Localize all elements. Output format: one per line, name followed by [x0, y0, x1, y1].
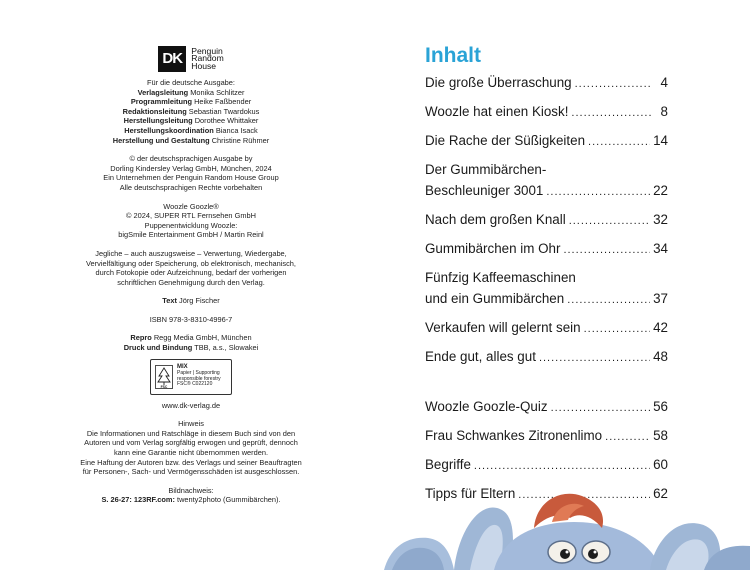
- note-line: Die Informationen und Ratschläge in diesem Buch sind von den: [86, 428, 296, 438]
- toc-entry[interactable]: Die große Überraschung ..... 4: [425, 72, 668, 95]
- table-of-contents: [425, 72, 668, 506]
- credit-line: Herstellungsleitung Dorothee Whittaker: [123, 116, 259, 126]
- copyright-line: Dorling Kindersley Verlag GmbH, München, 2024: [110, 163, 272, 173]
- woozle-line: bigSmile Entertainment GmbH / Martin Reinl: [118, 230, 264, 240]
- publisher-logos: [46, 46, 336, 72]
- toc-entry[interactable]: Ende gut, alles gut ..... 48: [425, 346, 668, 369]
- note-line: kann eine Garantie nicht übernommen werden.: [113, 448, 269, 458]
- imprint-intro: Für die deutsche Ausgabe:: [147, 78, 235, 87]
- toc-entry[interactable]: Verkaufen will gelernt sein ..... 42: [425, 317, 668, 340]
- toc-extra-entry[interactable]: Frau Schwankes Zitronenlimo ..... 58: [425, 425, 668, 448]
- woozle-line: Puppenentwicklung Woozle:: [144, 220, 238, 230]
- svg-text:FSC: FSC: [160, 384, 168, 389]
- dk-logo: DK: [158, 46, 186, 72]
- photo-credit-title: Bildnachweis:: [168, 485, 214, 495]
- credit-line: Herstellungskoordination Bianca Isack: [124, 125, 258, 135]
- photo-credit: S. 26-27: 123RF.com: twenty2photo (Gummibärchen).: [101, 495, 281, 505]
- credit-line: Herstellung und Gestaltung Christine Rühmer: [112, 135, 270, 145]
- imprint-block: [46, 46, 336, 505]
- toc-entry[interactable]: Der Gummibärchen- Beschleuniger 3001 ..... 22: [425, 159, 668, 203]
- note-line: für Personen-, Sach- und Vermögensschäden ist ausgeschlossen.: [82, 467, 300, 477]
- fsc-label: FSC MIX Papier | Supporting responsible forestry FSC® C022120: [150, 359, 232, 395]
- copyright-line: Ein Unternehmen der Penguin Random House Group: [103, 173, 279, 183]
- toc-entry[interactable]: Fünfzig Kaffeemaschinen und ein Gummibärchen ..... 37: [425, 267, 668, 311]
- rights-line: durch Fotokopie oder Aufzeichnung, bedarf der vorherigen: [95, 268, 287, 278]
- credit-line: Redaktionsleitung Sebastian Twardokus: [122, 106, 260, 116]
- rights-line: Jegliche – auch auszugsweise – Verwertung, Wiedergabe,: [95, 248, 287, 258]
- toc-entry[interactable]: Nach dem großen Knall ..... 32: [425, 209, 668, 232]
- credit-line: Programmleitung Heike Faßbender: [130, 97, 252, 107]
- toc-extra-entry[interactable]: Begriffe ..... 60: [425, 454, 668, 477]
- note-line: Eine Haftung der Autoren bzw. des Verlags und seiner Beauftragten: [80, 457, 302, 467]
- toc-entry[interactable]: Gummibärchen im Ohr ..... 34: [425, 238, 668, 261]
- rights-line: Vervielfältigung oder Speicherung, ob elektronisch, mechanisch,: [86, 258, 296, 268]
- toc-entry[interactable]: Die Rache der Süßigkeiten ..... 14: [425, 130, 668, 153]
- website-link[interactable]: www.dk-verlag.de: [161, 400, 221, 410]
- copyright-line: © der deutschsprachigen Ausgabe by: [129, 154, 253, 164]
- woozle-monster-illustration: [384, 488, 750, 570]
- print-credit: Druck und Bindung TBB, a.s., Slowakei: [123, 343, 259, 353]
- copyright-line: Alle deutschsprachigen Rechte vorbehalten: [119, 182, 263, 192]
- toc-extra-entry[interactable]: Tipps für Eltern ..... 62: [425, 483, 668, 506]
- woozle-line: © 2024, SUPER RTL Fernsehen GmbH: [126, 211, 256, 221]
- toc-title: Inhalt: [425, 44, 481, 67]
- credit-line: Verlagsleitung Monika Schlitzer: [137, 87, 245, 97]
- penguin-random-house-logo: Penguin Random House: [191, 45, 224, 71]
- note-line: Autoren und vom Verlag sorgfältig erwogen und geprüft, dennoch: [84, 438, 298, 448]
- rights-line: schriftlichen Genehmigung durch den Verlag.: [117, 277, 265, 287]
- repro-credit: Repro Regg Media GmbH, München: [130, 333, 252, 343]
- isbn: ISBN 978-3-8310-4996-7: [149, 314, 233, 324]
- fsc-tree-icon: [155, 365, 173, 389]
- woozle-line: Woozle Goozle®: [163, 201, 219, 211]
- note-title: Hinweis: [178, 419, 204, 429]
- text-credit: Text Jörg Fischer: [162, 296, 220, 306]
- toc-entry[interactable]: Woozle hat einen Kiosk! ..... 8: [425, 101, 668, 124]
- toc-extra-entry[interactable]: Woozle Goozle-Quiz ..... 56: [425, 396, 668, 419]
